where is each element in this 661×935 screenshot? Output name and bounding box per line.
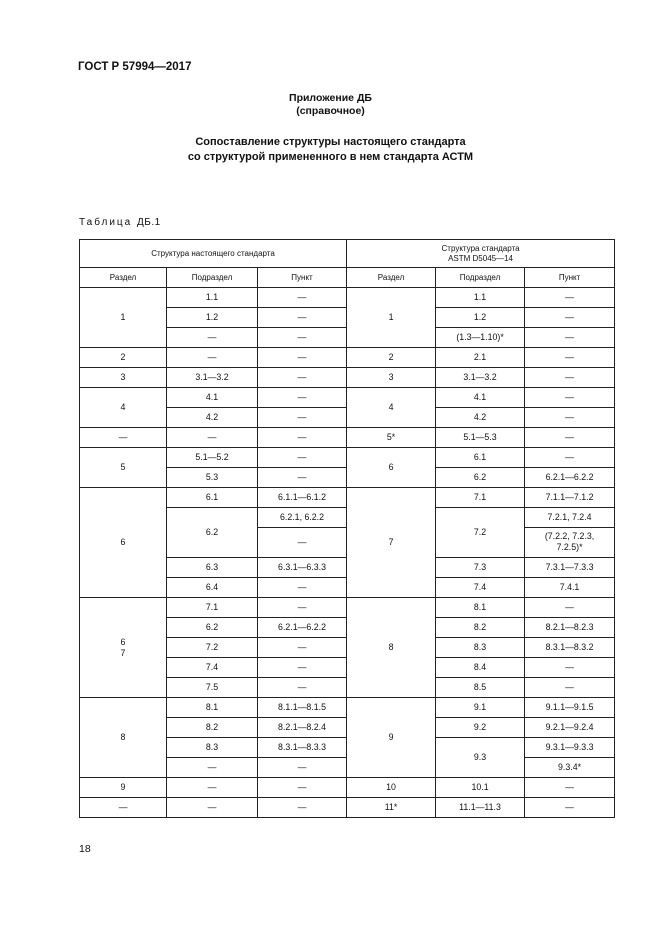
table-cell: 8.3 xyxy=(167,738,258,758)
table-cell: 7.4 xyxy=(167,658,258,678)
table-cell: 9 xyxy=(347,698,436,778)
section-heading xyxy=(0,135,661,165)
table-cell: 6.1.1—6.1.2 xyxy=(258,488,347,508)
table-cell: 8.3.1—8.3.3 xyxy=(258,738,347,758)
table-cell: — xyxy=(525,288,615,308)
table-cell: — xyxy=(80,798,167,818)
table-cell: 7.4.1 xyxy=(525,578,615,598)
table-cell: 1 xyxy=(80,288,167,348)
group-header-right-line-1: Структура стандарта xyxy=(441,243,520,253)
table-cell: (1.3—1.10)* xyxy=(436,328,525,348)
group-header-left: Структура настоящего стандарта xyxy=(80,240,347,268)
table-cell: 6.3.1—6.3.3 xyxy=(258,558,347,578)
cell-line: 6 xyxy=(120,636,126,647)
table-cell: — xyxy=(525,598,615,618)
table-cell: 4.1 xyxy=(436,388,525,408)
appendix-heading xyxy=(0,92,661,118)
table-row xyxy=(80,388,615,408)
table-cell: 3.1—3.2 xyxy=(436,368,525,388)
cell-line: (7.2.2, 7.2.3, xyxy=(544,531,595,541)
table-cell: 5 xyxy=(80,448,167,488)
table-cell: — xyxy=(525,798,615,818)
table-cell: 4.2 xyxy=(436,408,525,428)
cell-line: 7.2.5)* xyxy=(556,542,583,552)
table-cell: 5.3 xyxy=(167,468,258,488)
table-cell: 6.3 xyxy=(167,558,258,578)
table-cell: 7.3 xyxy=(436,558,525,578)
column-header: Раздел xyxy=(80,268,167,288)
table-column-header xyxy=(80,268,615,288)
table-cell: 3.1—3.2 xyxy=(167,368,258,388)
table-cell: — xyxy=(167,428,258,448)
table-cell: — xyxy=(525,308,615,328)
group-header-right xyxy=(347,240,615,268)
table-cell: 4.1 xyxy=(167,388,258,408)
page-number: 18 xyxy=(79,843,91,855)
table-cell: 7.2 xyxy=(436,508,525,558)
table-cell: — xyxy=(258,528,347,558)
table-cell: — xyxy=(525,408,615,428)
table-cell: 7.1 xyxy=(436,488,525,508)
table-cell: 7.3.1—7.3.3 xyxy=(525,558,615,578)
table-cell: 7.1 xyxy=(167,598,258,618)
table-cell: 1.2 xyxy=(436,308,525,328)
table-cell: 3 xyxy=(347,368,436,388)
table-cell: 1 xyxy=(347,288,436,348)
table-cell: 4 xyxy=(80,388,167,428)
column-header: Подраздел xyxy=(436,268,525,288)
table-cell: 6.2 xyxy=(167,508,258,558)
table-cell: 4 xyxy=(347,388,436,428)
table-cell: 9.1.1—9.1.5 xyxy=(525,698,615,718)
table-cell: — xyxy=(167,798,258,818)
table-cell: — xyxy=(167,758,258,778)
table-row xyxy=(80,348,615,368)
table-cell: 7.2.1, 7.2.4 xyxy=(525,508,615,528)
table-cell: 3 xyxy=(80,368,167,388)
table-cell: — xyxy=(258,288,347,308)
table-cell: 8.2 xyxy=(436,618,525,638)
table-cell: — xyxy=(525,348,615,368)
table-caption-label: Таблица xyxy=(79,217,133,228)
table-cell: 9.2.1—9.2.4 xyxy=(525,718,615,738)
table-cell: 8 xyxy=(347,598,436,698)
document-code: ГОСТ Р 57994—2017 xyxy=(78,61,192,73)
table-cell: — xyxy=(258,368,347,388)
table-cell: — xyxy=(258,388,347,408)
table-cell: 9.1 xyxy=(436,698,525,718)
table-cell: 8.2.1—8.2.4 xyxy=(258,718,347,738)
table-cell: 8.1 xyxy=(436,598,525,618)
table-cell: — xyxy=(525,368,615,388)
table-cell: 6.2.1, 6.2.2 xyxy=(258,508,347,528)
appendix-title: Приложение ДБ xyxy=(289,92,372,104)
table-cell: 8.2.1—8.2.3 xyxy=(525,618,615,638)
table-cell: — xyxy=(258,468,347,488)
column-header: Пункт xyxy=(525,268,615,288)
table-cell: 1.1 xyxy=(436,288,525,308)
table-cell: — xyxy=(258,308,347,328)
table-cell: — xyxy=(525,328,615,348)
table-cell: — xyxy=(258,798,347,818)
table-cell: 6.2.1—6.2.2 xyxy=(258,618,347,638)
table-cell: 8.4 xyxy=(436,658,525,678)
heading-line-2: со структурой примененного в нем стандарта АСТМ xyxy=(187,151,474,163)
table-cell: 2.1 xyxy=(436,348,525,368)
table-row xyxy=(80,488,615,508)
table-cell: — xyxy=(525,658,615,678)
appendix-subtitle: (справочное) xyxy=(296,105,365,117)
table-cell: 6.2.1—6.2.2 xyxy=(525,468,615,488)
table-cell: — xyxy=(167,328,258,348)
table-cell: 7.4 xyxy=(436,578,525,598)
table-cell: — xyxy=(167,778,258,798)
table-cell: 9.2 xyxy=(436,718,525,738)
table-cell: — xyxy=(525,778,615,798)
table-cell: 9.3.1—9.3.3 xyxy=(525,738,615,758)
table-cell: 2 xyxy=(80,348,167,368)
table-cell: — xyxy=(258,758,347,778)
column-header: Подраздел xyxy=(167,268,258,288)
table-cell: 5* xyxy=(347,428,436,448)
column-header: Раздел xyxy=(347,268,436,288)
group-header-right-line-2: ASTM D5045—14 xyxy=(448,253,513,263)
table-cell: — xyxy=(525,388,615,408)
table-cell: 11.1—11.3 xyxy=(436,798,525,818)
table-cell: 9 xyxy=(80,778,167,798)
table-cell: — xyxy=(258,638,347,658)
table-cell xyxy=(525,528,615,558)
table-cell: 6.2 xyxy=(167,618,258,638)
table-cell: 10.1 xyxy=(436,778,525,798)
table-cell: — xyxy=(258,328,347,348)
table-row xyxy=(80,598,615,618)
table-cell: 1.2 xyxy=(167,308,258,328)
table-row xyxy=(80,428,615,448)
table-cell: — xyxy=(258,598,347,618)
table-cell: 8.3 xyxy=(436,638,525,658)
table-cell: — xyxy=(258,408,347,428)
table-cell: — xyxy=(258,578,347,598)
table-cell: 8.1.1—8.1.5 xyxy=(258,698,347,718)
table-cell: — xyxy=(258,428,347,448)
table-row xyxy=(80,368,615,388)
table-cell: 4.2 xyxy=(167,408,258,428)
table-cell: 5.1—5.3 xyxy=(436,428,525,448)
table-cell: 9.3.4* xyxy=(525,758,615,778)
table-cell: 8.5 xyxy=(436,678,525,698)
column-header: Пункт xyxy=(258,268,347,288)
table-cell: 5.1—5.2 xyxy=(167,448,258,468)
table-cell: — xyxy=(258,348,347,368)
table-caption xyxy=(79,217,161,228)
cell-line: 7 xyxy=(120,647,126,658)
table-cell: 8.1 xyxy=(167,698,258,718)
table-cell: 6 xyxy=(347,448,436,488)
comparison-table xyxy=(79,239,615,818)
table-cell: 6 xyxy=(80,488,167,598)
table-cell: 6.2 xyxy=(436,468,525,488)
table-caption-number: ДБ.1 xyxy=(137,217,161,228)
table-cell: 8 xyxy=(80,698,167,778)
table-group-header xyxy=(80,240,615,268)
table-cell: 9.3 xyxy=(436,738,525,778)
table-row xyxy=(80,698,615,718)
table-cell: — xyxy=(525,428,615,448)
table-cell: 7 xyxy=(347,488,436,598)
table-cell: 7.5 xyxy=(167,678,258,698)
table-cell: 8.3.1—8.3.2 xyxy=(525,638,615,658)
table-cell: 7.2 xyxy=(167,638,258,658)
table-row xyxy=(80,448,615,468)
table-cell: 1.1 xyxy=(167,288,258,308)
table-cell: — xyxy=(258,448,347,468)
table-cell: 6.1 xyxy=(167,488,258,508)
table-row xyxy=(80,798,615,818)
table-cell: — xyxy=(525,448,615,468)
table-cell: — xyxy=(258,678,347,698)
table-cell: — xyxy=(167,348,258,368)
table-row xyxy=(80,778,615,798)
table-cell: 6.4 xyxy=(167,578,258,598)
table-cell: — xyxy=(525,678,615,698)
table-cell: 6.1 xyxy=(436,448,525,468)
table-cell: 11* xyxy=(347,798,436,818)
table-cell: 10 xyxy=(347,778,436,798)
table-cell: 2 xyxy=(347,348,436,368)
table-cell: — xyxy=(258,778,347,798)
table-cell: 8.2 xyxy=(167,718,258,738)
table-cell: — xyxy=(80,428,167,448)
table-cell xyxy=(80,598,167,698)
table-row xyxy=(80,288,615,308)
heading-line-1: Сопоставление структуры настоящего стандарта xyxy=(195,136,466,148)
table-cell: — xyxy=(258,658,347,678)
table-cell: 7.1.1—7.1.2 xyxy=(525,488,615,508)
